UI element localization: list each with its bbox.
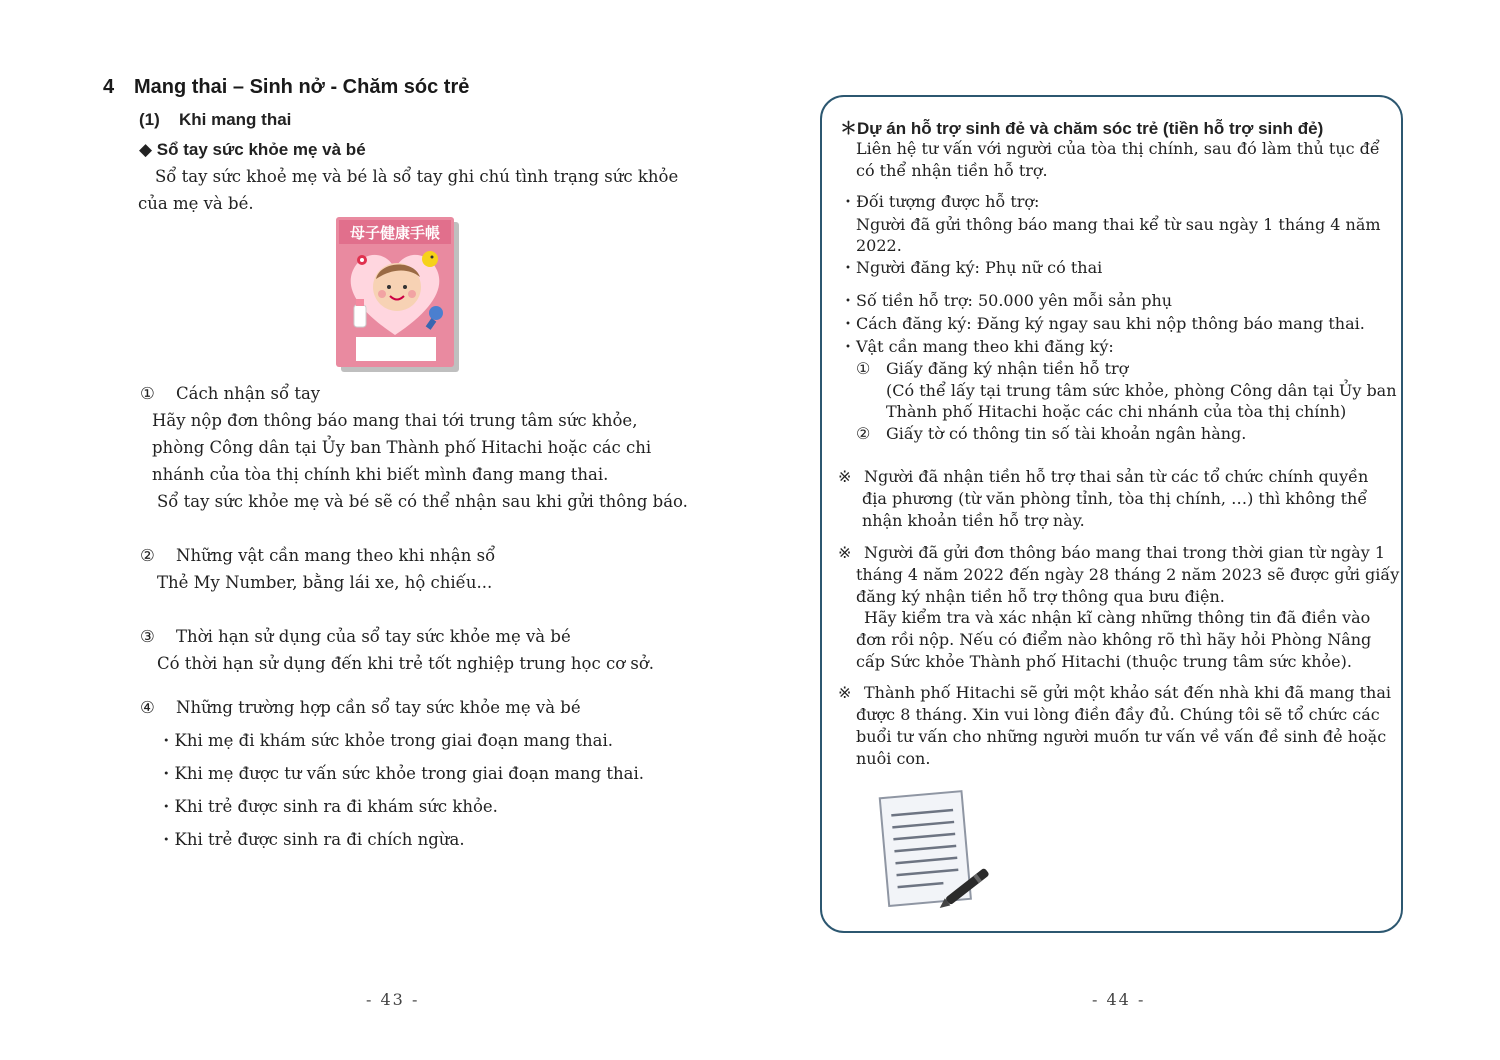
method-line: ・Cách đăng ký: Đăng ký ngay sau khi nộp thông báo mang thai. xyxy=(840,314,1365,333)
note1-line-1: ※ Người đã nhận tiền hỗ trợ thai sản từ các tổ chức chính quyền xyxy=(838,467,1369,486)
q1-line-1: Hãy nộp đơn thông báo mang thai tới trung tâm sức khỏe, xyxy=(152,411,638,430)
q3-title: Thời hạn sử dụng của sổ tay sức khỏe mẹ và bé xyxy=(176,627,571,646)
maternal-handbook-icon xyxy=(336,217,460,373)
note2-line-6: cấp Sức khỏe Thành phố Hitachi (thuộc trung tâm sức khỏe). xyxy=(856,652,1352,671)
note1-line-3: nhận khoản tiền hỗ trợ này. xyxy=(862,511,1085,530)
note2-line-5: đơn rồi nộp. Nếu có điểm nào không rõ thì hãy hỏi Phòng Nâng xyxy=(856,630,1372,649)
page-number-left: - 43 - xyxy=(366,990,420,1009)
note3-line-2: được 8 tháng. Xin vui lòng điền đầy đủ. Chúng tôi sẽ tổ chức các xyxy=(856,705,1380,724)
q1-line-2: phòng Công dân tại Ủy ban Thành phố Hitachi hoặc các chi xyxy=(152,438,652,457)
q3-marker: ③ xyxy=(140,627,155,646)
item-heading: ◆ Sổ tay sức khỏe mẹ và bé xyxy=(139,140,366,159)
doc1-title: Giấy đăng ký nhận tiền hỗ trợ xyxy=(886,359,1129,378)
doc2-marker: ② xyxy=(856,424,871,443)
items-label: ・Vật cần mang theo khi đăng ký: xyxy=(840,337,1114,356)
box-intro-line-1: Liên hệ tư vấn với người của tòa thị chính, sau đó làm thủ tục để xyxy=(856,139,1380,158)
intro-line-1: Sổ tay sức khoẻ mẹ và bé là sổ tay ghi chú tình trạng sức khỏe xyxy=(155,167,679,186)
note2-line-2: tháng 4 năm 2022 đến ngày 28 tháng 2 năm 2023 sẽ được gửi giấy xyxy=(856,565,1400,584)
q2-heading xyxy=(140,542,495,569)
doc1-line-1: (Có thể lấy tại trung tâm sức khỏe, phòng Công dân tại Ủy ban xyxy=(886,381,1397,400)
note3-line-4: nuôi con. xyxy=(856,749,931,768)
doc1-line-2: Thành phố Hitachi hoặc các chi nhánh của tòa thị chính) xyxy=(886,402,1347,421)
page-number-right: - 44 - xyxy=(1092,990,1146,1009)
q2-title: Những vật cần mang theo khi nhận sổ xyxy=(176,546,496,565)
q1-title: Cách nhận sổ tay xyxy=(176,384,321,403)
note2-line-3: đăng ký nhận tiền hỗ trợ thông qua bưu điện. xyxy=(856,587,1225,606)
doc1-marker: ① xyxy=(856,359,871,378)
q2-text: Thẻ My Number, bằng lái xe, hộ chiếu... xyxy=(157,573,493,592)
box-intro-line-2: có thể nhận tiền hỗ trợ. xyxy=(856,161,1048,180)
handbook-cover-title: 母子健康手帳 xyxy=(349,224,441,242)
subsection-title-text: Khi mang thai xyxy=(179,110,292,129)
note1-marker: ※ xyxy=(838,467,852,486)
doc2-title: Giấy tờ có thông tin số tài khoản ngân hàng. xyxy=(886,424,1247,443)
target-label: ・Đối tượng được hỗ trợ: xyxy=(840,192,1040,211)
q3-text: Có thời hạn sử dụng đến khi trẻ tốt nghiệp trung học cơ sở. xyxy=(157,654,655,673)
section-title xyxy=(103,76,469,99)
q4-title: Những trường hợp cần sổ tay sức khỏe mẹ và bé xyxy=(176,698,581,717)
doc2-heading xyxy=(856,423,1246,445)
document-pen-icon xyxy=(870,785,1000,910)
q4-heading xyxy=(140,694,581,721)
target-line-1: Người đã gửi thông báo mang thai kể từ sau ngày 1 tháng 4 năm xyxy=(856,215,1381,234)
q1-marker: ① xyxy=(140,384,155,403)
note3-marker: ※ xyxy=(838,683,852,702)
q4-item-1: ・Khi mẹ đi khám sức khỏe trong giai đoạn mang thai. xyxy=(158,731,614,750)
box-title: ＊Dự án hỗ trợ sinh đẻ và chăm sóc trẻ (tiền hỗ trợ sinh đẻ) xyxy=(840,119,1324,138)
note2-marker: ※ xyxy=(838,543,852,562)
q1-heading xyxy=(140,380,320,407)
intro-line-2: của mẹ và bé. xyxy=(138,194,254,213)
q2-marker: ② xyxy=(140,546,155,565)
section-number: 4 xyxy=(103,76,115,98)
q1-line-3: nhánh của tòa thị chính khi biết mình đang mang thai. xyxy=(152,465,609,484)
note2-line-1: ※ Người đã gửi đơn thông báo mang thai trong thời gian từ ngày 1 xyxy=(838,543,1385,562)
applicant-line: ・Người đăng ký: Phụ nữ có thai xyxy=(840,258,1103,277)
q1-line-4: Sổ tay sức khỏe mẹ và bé sẽ có thể nhận sau khi gửi thông báo. xyxy=(157,492,688,511)
note1-line-2: địa phương (từ văn phòng tỉnh, tòa thị chính, …) thì không thể xyxy=(862,489,1368,508)
note2-line-4: Hãy kiểm tra và xác nhận kĩ càng những thông tin đã điền vào xyxy=(864,608,1371,627)
note3-line-1: ※ Thành phố Hitachi sẽ gửi một khảo sát đến nhà khi đã mang thai xyxy=(838,683,1392,702)
note3-line-3: buổi tư vấn cho những người muốn tư vấn về vấn đề sinh đẻ hoặc xyxy=(856,727,1387,746)
subsection-title xyxy=(139,110,291,130)
q4-item-4: ・Khi trẻ được sinh ra đi chích ngừa. xyxy=(158,830,465,849)
q4-item-3: ・Khi trẻ được sinh ra đi khám sức khỏe. xyxy=(158,797,498,816)
q4-item-2: ・Khi mẹ được tư vấn sức khỏe trong giai đoạn mang thai. xyxy=(158,764,645,783)
section-title-text: Mang thai – Sinh nở - Chăm sóc trẻ xyxy=(134,76,470,98)
q3-heading xyxy=(140,623,571,650)
subsection-number: (1) xyxy=(139,110,160,129)
doc1-heading xyxy=(856,358,1128,380)
q4-marker: ④ xyxy=(140,698,155,717)
target-line-2: 2022. xyxy=(856,236,902,255)
amount-line: ・Số tiền hỗ trợ: 50.000 yên mỗi sản phụ xyxy=(840,291,1173,310)
